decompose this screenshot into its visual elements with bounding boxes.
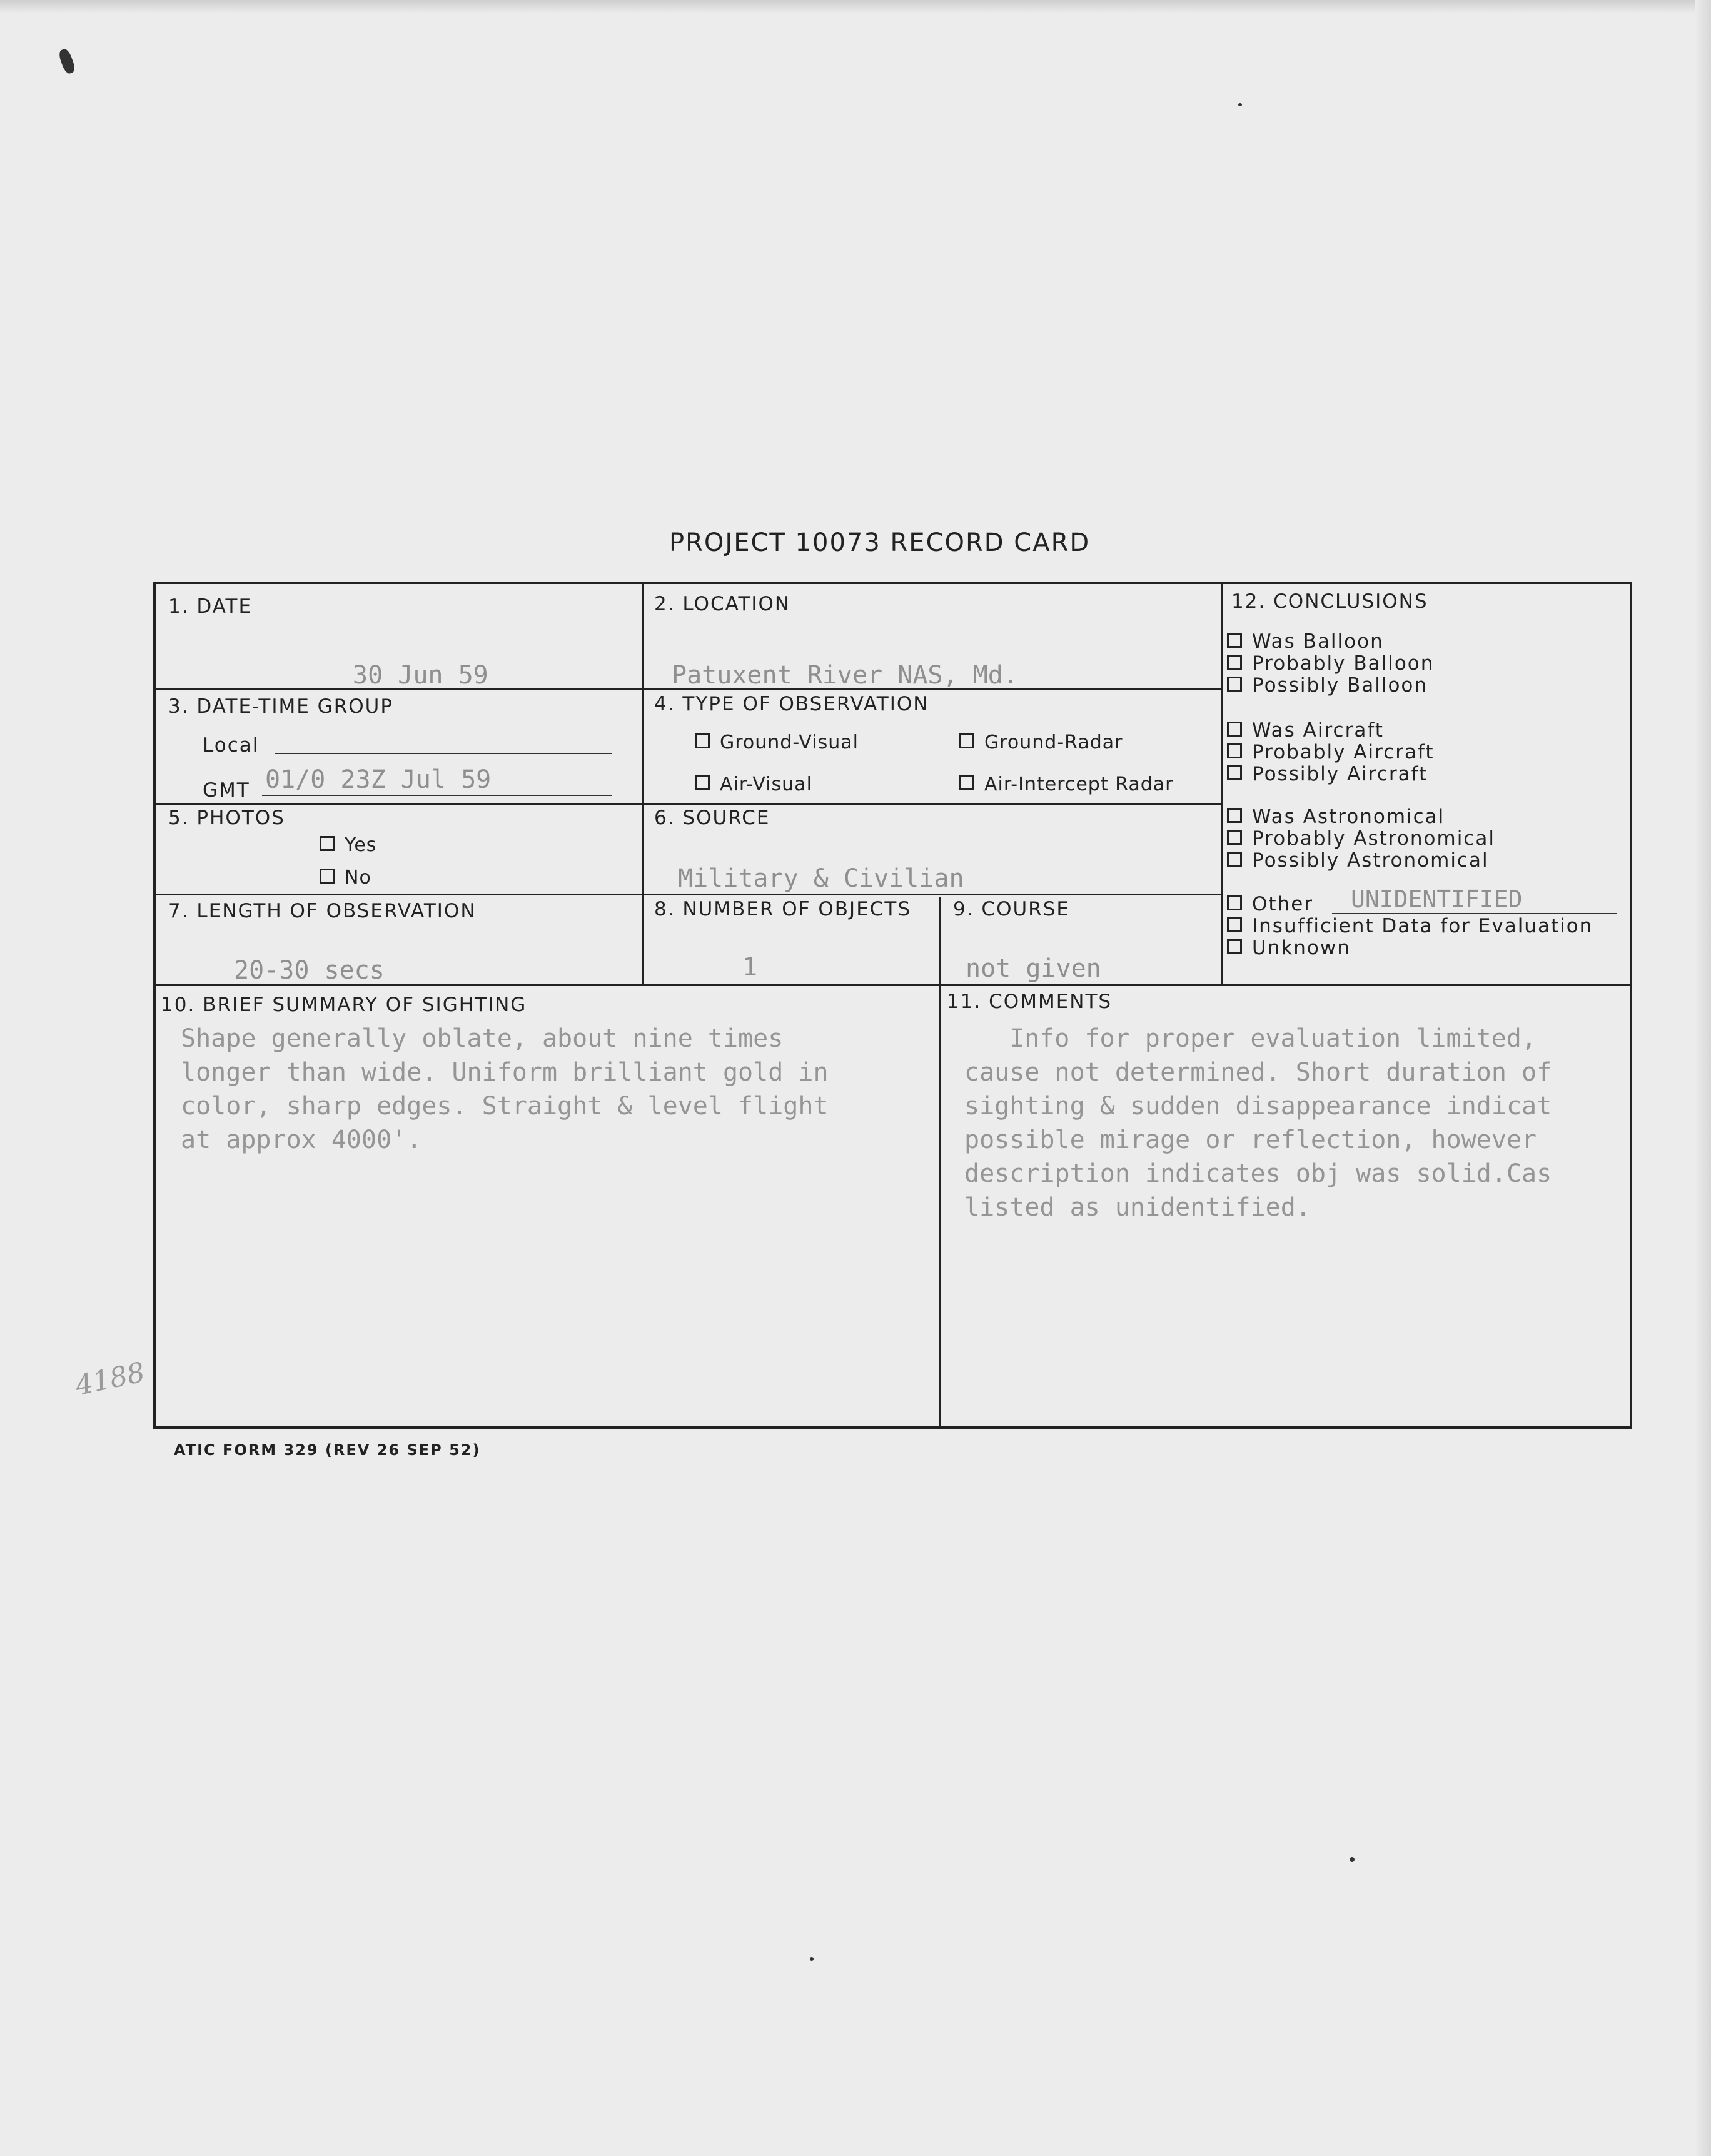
conclusion-was-balloon[interactable]: Was Balloon [1227,630,1384,653]
grid-line [156,894,1221,895]
length-of-observation-label: 7. LENGTH OF OBSERVATION [168,900,477,922]
form-footer: ATIC FORM 329 (REV 26 SEP 52) [174,1441,481,1459]
conclusion-probably-aircraft[interactable]: Probably Aircraft [1227,741,1435,763]
source-value: Military & Civilian [678,864,964,893]
course-value: not given [966,954,1101,983]
comments-text [964,1022,1552,1224]
checkbox-icon [1227,722,1242,737]
conclusion-other[interactable]: Other [1227,893,1313,915]
checkbox-icon [320,869,335,884]
comments-line: possible mirage or reflection, however [964,1126,1537,1154]
comments-line: description indicates obj was solid.Cas [964,1159,1552,1188]
checkbox-icon [1227,808,1242,823]
checkbox-icon [1227,895,1242,910]
checkbox-icon [1227,655,1242,670]
course-label: 9. COURSE [953,898,1070,920]
conclusion-possibly-astronomical[interactable]: Possibly Astronomical [1227,849,1489,872]
conclusion-possibly-aircraft[interactable]: Possibly Aircraft [1227,763,1428,785]
grid-line [156,803,1221,805]
checkbox-icon [1227,765,1242,780]
conclusion-was-aircraft[interactable]: Was Aircraft [1227,719,1384,742]
conclusion-other-value: UNIDENTIFIED [1351,885,1523,913]
gmt-label: GMT [203,779,250,802]
summary-label: 10. BRIEF SUMMARY OF SIGHTING [161,994,527,1016]
summary-line: color, sharp edges. Straight & level flight [181,1092,829,1121]
checkbox-icon [1227,677,1242,692]
local-label: Local [203,734,260,757]
length-of-observation-value: 20-30 secs [234,956,385,985]
conclusion-probably-balloon[interactable]: Probably Balloon [1227,652,1434,675]
checkbox-icon [695,733,710,748]
summary-text [181,1022,829,1157]
conclusion-possibly-balloon[interactable]: Possibly Balloon [1227,674,1428,697]
checkbox-icon [695,775,710,790]
checkbox-icon [959,733,974,748]
comments-line: cause not determined. Short duration of [964,1058,1552,1087]
other-underline [1332,913,1617,914]
photos-option-no[interactable]: No [320,867,371,889]
summary-line: at approx 4000'. [181,1126,422,1154]
location-value: Patuxent River NAS, Md. [672,661,1018,690]
checkbox-icon [320,836,335,851]
speck [810,1957,814,1961]
grid-line [642,584,644,984]
sheet-edge-right [1695,0,1711,2156]
number-of-objects-value: 1 [742,953,758,982]
margin-note: 4188 [72,1356,148,1403]
speck [1350,1857,1355,1862]
comments-line: sighting & sudden disappearance indicat [964,1092,1552,1121]
comments-line: Info for proper evaluation limited, [1009,1024,1537,1053]
conclusion-was-astronomical[interactable]: Was Astronomical [1227,805,1445,828]
source-label: 6. SOURCE [654,807,770,829]
option-ground-radar[interactable]: Ground-Radar [959,732,1123,753]
summary-line: Shape generally oblate, about nine times [181,1024,784,1053]
summary-line: longer than wide. Uniform brilliant gold in [181,1058,829,1087]
grid-line [939,897,941,1428]
type-of-observation-label: 4. TYPE OF OBSERVATION [654,693,929,715]
date-label: 1. DATE [168,595,253,618]
checkbox-icon [1227,917,1242,932]
checkbox-icon [1227,633,1242,648]
option-air-visual[interactable]: Air-Visual [695,773,812,795]
option-air-intercept-radar[interactable]: Air-Intercept Radar [959,773,1173,795]
gmt-value: 01/0 23Z Jul 59 [265,765,492,794]
speck [58,48,77,75]
photos-label: 5. PHOTOS [168,807,285,829]
conclusions-label: 12. CONCLUSIONS [1231,590,1428,613]
date-time-group-label: 3. DATE-TIME GROUP [168,695,394,718]
option-ground-visual[interactable]: Ground-Visual [695,732,859,753]
sheet-edge [0,0,1711,14]
checkbox-icon [1227,939,1242,954]
conclusion-unknown[interactable]: Unknown [1227,937,1351,959]
checkbox-icon [1227,830,1242,845]
number-of-objects-label: 8. NUMBER OF OBJECTS [654,898,912,920]
checkbox-icon [1227,852,1242,867]
local-underline [275,753,612,754]
photos-option-yes[interactable]: Yes [320,834,376,856]
grid-line [1221,584,1223,984]
comments-label: 11. COMMENTS [947,990,1113,1013]
card-title: PROJECT 10073 RECORD CARD [669,528,1091,557]
conclusion-probably-astronomical[interactable]: Probably Astronomical [1227,827,1495,850]
checkbox-icon [1227,743,1242,758]
speck [1238,103,1242,106]
gmt-underline [262,795,612,796]
conclusion-insufficient-data[interactable]: Insufficient Data for Evaluation [1227,915,1593,937]
checkbox-icon [959,775,974,790]
location-label: 2. LOCATION [654,593,791,615]
record-card [153,582,1632,1429]
date-value: 30 Jun 59 [353,661,488,690]
comments-line: listed as unidentified. [964,1193,1311,1222]
